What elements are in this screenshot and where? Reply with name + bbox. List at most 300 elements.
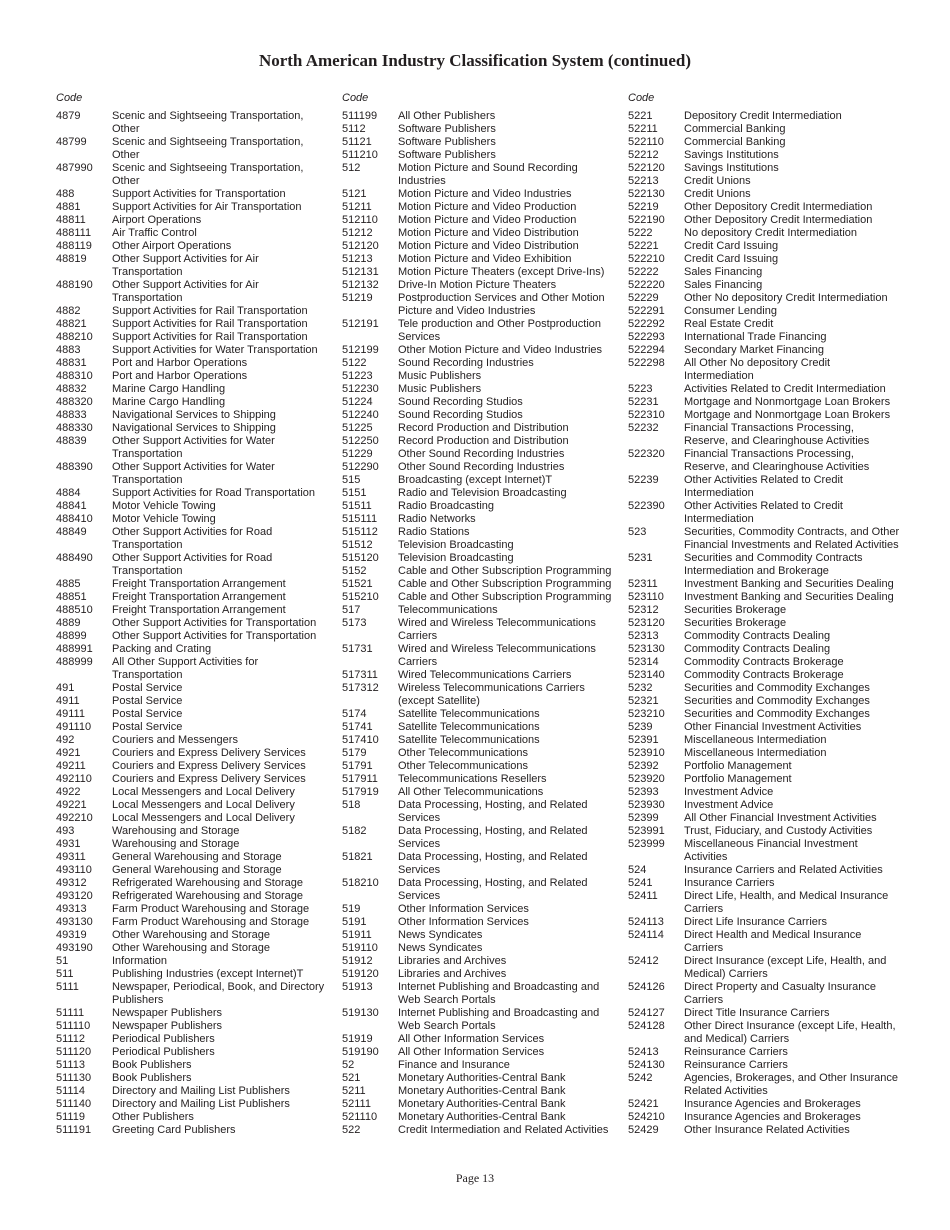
naics-entry [628, 604, 900, 617]
naics-code: 48832 [56, 383, 87, 395]
naics-entry [56, 318, 326, 331]
naics-code: 519190 [342, 1046, 379, 1058]
naics-description: Port and Harbor Operations [112, 370, 248, 382]
naics-code: 517919 [342, 786, 379, 798]
naics-code: 48819 [56, 253, 87, 265]
naics-code: 5122 [342, 357, 367, 369]
naics-code: 52111 [342, 1098, 371, 1110]
naics-entry [342, 110, 614, 123]
naics-description: Information [112, 955, 168, 967]
naics-entry [628, 1098, 900, 1111]
naics-description: Radio Networks [398, 513, 476, 525]
naics-code: 522210 [628, 253, 665, 265]
naics-entry [56, 188, 326, 201]
naics-code: 524126 [628, 981, 665, 993]
naics-code: 524127 [628, 1007, 665, 1019]
naics-code: 524114 [628, 929, 664, 941]
naics-entry [628, 448, 900, 474]
naics-description: Motor Vehicle Towing [112, 500, 216, 512]
naics-entry [56, 1124, 326, 1137]
naics-entry [56, 981, 326, 1007]
naics-code: 52239 [628, 474, 659, 486]
naics-description: Scenic and Sightseeing Transportation, Other [112, 110, 304, 135]
naics-description: Other Support Activities for Air Transportation [112, 253, 259, 278]
naics-description: Postal Service [112, 695, 183, 707]
naics-description: Investment Advice [684, 786, 774, 798]
naics-description: Couriers and Express Delivery Services [112, 760, 306, 772]
naics-description: Sound Recording Studios [398, 409, 523, 421]
naics-entry [628, 214, 900, 227]
naics-description: Refrigerated Warehousing and Storage [112, 890, 303, 902]
naics-entry [342, 370, 614, 383]
page-number: Page 13 [455, 1171, 495, 1185]
naics-code: 523130 [628, 643, 665, 655]
naics-code: 488330 [56, 422, 93, 434]
naics-code: 48831 [56, 357, 87, 369]
naics-entry [342, 1111, 614, 1124]
naics-description: Portfolio Management [684, 773, 792, 785]
naics-entry [342, 1046, 614, 1059]
naics-code: 51911 [342, 929, 372, 941]
naics-entry [628, 305, 900, 318]
naics-code: 522293 [628, 331, 665, 343]
naics-code: 515210 [342, 591, 379, 603]
naics-entry [342, 565, 614, 578]
naics-code: 488190 [56, 279, 93, 291]
naics-code: 4883 [56, 344, 81, 356]
naics-description: Direct Life Insurance Carriers [684, 916, 828, 928]
naics-description: Other Telecommunications [398, 747, 529, 759]
naics-code: 519120 [342, 968, 379, 980]
naics-description: All Other Information Services [398, 1046, 545, 1058]
naics-code: 488991 [56, 643, 93, 655]
naics-description: Cable and Other Subscription Programming [398, 565, 612, 577]
naics-entry [342, 162, 614, 188]
naics-code: 512240 [342, 409, 379, 421]
naics-code: 522120 [628, 162, 665, 174]
naics-code: 52219 [628, 201, 659, 213]
naics-entry [56, 955, 326, 968]
naics-description: Wired and Wireless Telecommunications Carriers [398, 617, 596, 642]
naics-description: Other Information Services [398, 916, 529, 928]
naics-code: 52421 [628, 1098, 659, 1110]
naics-entry [56, 786, 326, 799]
naics-description: Software Publishers [398, 136, 496, 148]
naics-description: Credit Unions [684, 175, 751, 187]
naics-entry [56, 1111, 326, 1124]
naics-entry [56, 1059, 326, 1072]
naics-code: 488410 [56, 513, 93, 525]
naics-code: 512230 [342, 383, 379, 395]
naics-entry [56, 695, 326, 708]
naics-code: 52321 [628, 695, 659, 707]
naics-code: 5112 [342, 123, 366, 135]
naics-entry [628, 786, 900, 799]
naics-code: 488111 [56, 227, 92, 239]
naics-code: 522130 [628, 188, 665, 200]
naics-entry [56, 656, 326, 682]
naics-description: Radio and Television Broadcasting [398, 487, 567, 499]
naics-code: 511110 [56, 1020, 91, 1032]
naics-description: Wired and Wireless Telecommunications Carriers [398, 643, 596, 668]
naics-description: Sales Financing [684, 266, 763, 278]
naics-description: Insurance Carriers and Related Activities [684, 864, 883, 876]
naics-entry [342, 734, 614, 747]
naics-code: 5222 [628, 227, 653, 239]
naics-entry [342, 604, 614, 617]
naics-code: 5182 [342, 825, 367, 837]
naics-description: Motion Picture and Video Distribution [398, 227, 579, 239]
naics-code: 5151 [342, 487, 367, 499]
naics-description: Wired Telecommunications Carriers [398, 669, 572, 681]
naics-description: Other Support Activities for Air Transportation [112, 279, 259, 304]
naics-description: Other Support Activities for Water Transportation [112, 435, 275, 460]
naics-entry [342, 981, 614, 1007]
naics-code: 515120 [342, 552, 379, 564]
naics-code: 52411 [628, 890, 658, 902]
naics-entry [56, 552, 326, 578]
column-2 [342, 92, 614, 1137]
naics-entry [628, 890, 900, 916]
naics-code: 523920 [628, 773, 665, 785]
naics-entry [628, 110, 900, 123]
naics-description: Couriers and Express Delivery Services [112, 747, 306, 759]
naics-code: 51121 [342, 136, 372, 148]
naics-code: 523930 [628, 799, 665, 811]
naics-code: 517311 [342, 669, 378, 681]
naics-description: Other Support Activities for Transportation [112, 630, 317, 642]
naics-entry [56, 747, 326, 760]
naics-code: 517312 [342, 682, 379, 694]
naics-code: 49313 [56, 903, 87, 915]
naics-code: 5173 [342, 617, 367, 629]
naics-description: Investment Banking and Securities Dealing [684, 578, 894, 590]
naics-entry [628, 669, 900, 682]
naics-entry [56, 487, 326, 500]
naics-code: 492110 [56, 773, 92, 785]
naics-code: 522298 [628, 357, 665, 369]
naics-entry [342, 487, 614, 500]
naics-entry [56, 500, 326, 513]
naics-code: 52413 [628, 1046, 659, 1058]
naics-description: Wireless Telecommunications Carriers (except Satellite) [398, 682, 585, 707]
naics-entry [342, 461, 614, 474]
naics-code: 492210 [56, 812, 93, 824]
naics-entry [628, 149, 900, 162]
naics-entry [342, 747, 614, 760]
naics-entry [628, 500, 900, 526]
naics-description: Insurance Agencies and Brokerages [684, 1098, 861, 1110]
naics-description: Commodity Contracts Brokerage [684, 656, 844, 668]
naics-entry [342, 916, 614, 929]
naics-entry [342, 799, 614, 825]
naics-code: 511140 [56, 1098, 92, 1110]
naics-entry [628, 799, 900, 812]
naics-code: 51213 [342, 253, 373, 265]
naics-description: Libraries and Archives [398, 955, 507, 967]
naics-entry [56, 812, 326, 825]
naics-entry [56, 461, 326, 487]
naics-code: 51211 [342, 201, 372, 213]
naics-code: 5231 [628, 552, 653, 564]
naics-code: 522291 [628, 305, 665, 317]
naics-entry [342, 448, 614, 461]
naics-entry [56, 201, 326, 214]
naics-code: 523140 [628, 669, 665, 681]
naics-entry [56, 1033, 326, 1046]
naics-description: Monetary Authorities-Central Bank [398, 1111, 566, 1123]
naics-code: 524128 [628, 1020, 665, 1032]
naics-code: 519110 [342, 942, 378, 954]
naics-code: 512120 [342, 240, 379, 252]
naics-description: Greeting Card Publishers [112, 1124, 236, 1136]
naics-entry [342, 188, 614, 201]
naics-description: Marine Cargo Handling [112, 396, 226, 408]
naics-entry [56, 1020, 326, 1033]
naics-description: News Syndicates [398, 929, 483, 941]
naics-code: 511120 [56, 1046, 92, 1058]
naics-entry [342, 955, 614, 968]
column-1 [56, 92, 326, 1137]
naics-description: Other Information Services [398, 903, 529, 915]
naics-description: Postal Service [112, 721, 183, 733]
naics-code: 515112 [342, 526, 378, 538]
naics-description: Radio Broadcasting [398, 500, 495, 512]
naics-code: 512 [342, 162, 361, 174]
naics-description: Other Airport Operations [112, 240, 232, 252]
naics-entry [56, 1085, 326, 1098]
naics-entry [342, 409, 614, 422]
naics-code: 51113 [56, 1059, 85, 1071]
naics-description: Motion Picture and Video Industries [398, 188, 572, 200]
naics-entry [342, 474, 614, 487]
naics-code: 51119 [56, 1111, 85, 1123]
naics-description: Reinsurance Carriers [684, 1046, 788, 1058]
naics-description: Directory and Mailing List Publishers [112, 1098, 290, 1110]
naics-description: Trust, Fiduciary, and Custody Activities [684, 825, 873, 837]
naics-description: Direct Title Insurance Carriers [684, 1007, 830, 1019]
naics-code: 5232 [628, 682, 653, 694]
naics-entry [342, 344, 614, 357]
naics-code: 51512 [342, 539, 373, 551]
naics-description: Airport Operations [112, 214, 202, 226]
naics-code: 48849 [56, 526, 87, 538]
naics-code: 52221 [628, 240, 659, 252]
naics-entry [342, 669, 614, 682]
naics-code: 512132 [342, 279, 379, 291]
entry-list [342, 110, 614, 1137]
naics-entry [628, 864, 900, 877]
naics-description: Securities Brokerage [684, 617, 787, 629]
naics-entry [56, 721, 326, 734]
naics-description: Other Motion Picture and Video Industries [398, 344, 603, 356]
naics-description: Investment Banking and Securities Dealing [684, 591, 894, 603]
naics-entry [342, 786, 614, 799]
naics-code: 521110 [342, 1111, 378, 1123]
naics-entry [628, 955, 900, 981]
naics-code: 51111 [56, 1007, 85, 1019]
naics-entry [628, 591, 900, 604]
naics-description: Other Support Activities for Road Transportation [112, 552, 273, 577]
naics-description: Cable and Other Subscription Programming [398, 578, 612, 590]
naics-code: 52429 [628, 1124, 659, 1136]
naics-entry [56, 214, 326, 227]
naics-code: 49312 [56, 877, 87, 889]
naics-entry [628, 708, 900, 721]
naics-description: Television Broadcasting [398, 539, 514, 551]
naics-description: Warehousing and Storage [112, 838, 240, 850]
naics-entry [342, 500, 614, 513]
naics-code: 524210 [628, 1111, 665, 1123]
naics-code: 493 [56, 825, 75, 837]
naics-entry [342, 851, 614, 877]
naics-code: 524113 [628, 916, 664, 928]
naics-entry [56, 682, 326, 695]
naics-code: 4884 [56, 487, 81, 499]
naics-code: 51 [56, 955, 69, 967]
naics-entry [628, 643, 900, 656]
naics-description: Freight Transportation Arrangement [112, 604, 286, 616]
naics-description: Record Production and Distribution [398, 435, 569, 447]
naics-entry [628, 253, 900, 266]
naics-entry [56, 708, 326, 721]
naics-code: 523991 [628, 825, 665, 837]
naics-entry [342, 942, 614, 955]
naics-entry [628, 721, 900, 734]
naics-code: 52392 [628, 760, 659, 772]
naics-code: 51229 [342, 448, 373, 460]
naics-entry [56, 513, 326, 526]
naics-entry [56, 942, 326, 955]
naics-description: Direct Life, Health, and Medical Insurance Carriers [684, 890, 889, 915]
naics-description: Credit Unions [684, 188, 751, 200]
naics-code: 492 [56, 734, 75, 746]
naics-description: Local Messengers and Local Delivery [112, 799, 295, 811]
naics-description: Data Processing, Hosting, and Related Services [398, 799, 588, 824]
naics-description: Satellite Telecommunications [398, 708, 540, 720]
naics-description: Other Activities Related to Credit Intermediation [684, 474, 843, 499]
naics-entry [628, 344, 900, 357]
naics-description: Drive-In Motion Picture Theaters [398, 279, 557, 291]
naics-description: Other No depository Credit Intermediation [684, 292, 888, 304]
naics-entry [56, 162, 326, 188]
naics-code: 48851 [56, 591, 87, 603]
naics-entry [56, 903, 326, 916]
naics-entry [628, 201, 900, 214]
naics-code: 51741 [342, 721, 373, 733]
naics-entry [342, 214, 614, 227]
naics-entry [56, 383, 326, 396]
naics-code: 5221 [628, 110, 653, 122]
naics-entry [628, 617, 900, 630]
naics-description: Financial Transactions Processing, Reserve, and Clearinghouse Activities [684, 448, 870, 473]
naics-code: 4879 [56, 110, 81, 122]
naics-description: Music Publishers [398, 370, 482, 382]
naics-code: 5152 [342, 565, 367, 577]
naics-code: 518210 [342, 877, 379, 889]
naics-description: Direct Property and Casualty Insurance Carriers [684, 981, 876, 1006]
naics-description: Record Production and Distribution [398, 422, 569, 434]
naics-code: 51912 [342, 955, 373, 967]
naics-entry [56, 929, 326, 942]
naics-entry [56, 136, 326, 162]
naics-description: Radio Stations [398, 526, 470, 538]
naics-code: 515111 [342, 513, 378, 525]
naics-code: 4921 [56, 747, 81, 759]
naics-code: 511130 [56, 1072, 92, 1084]
naics-code: 52412 [628, 955, 659, 967]
naics-entry [342, 877, 614, 903]
naics-code: 52211 [628, 123, 658, 135]
naics-code: 488320 [56, 396, 93, 408]
naics-entry [342, 1098, 614, 1111]
naics-code: 51219 [342, 292, 373, 304]
naics-code: 522110 [628, 136, 664, 148]
naics-code: 51223 [342, 370, 373, 382]
naics-entry [628, 162, 900, 175]
naics-entry [342, 539, 614, 552]
naics-entry [342, 721, 614, 734]
naics-code: 52311 [628, 578, 658, 590]
naics-entry [56, 773, 326, 786]
naics-description: Libraries and Archives [398, 968, 507, 980]
naics-entry [56, 1046, 326, 1059]
naics-description: Couriers and Messengers [112, 734, 238, 746]
naics-entry [56, 409, 326, 422]
naics-code: 517911 [342, 773, 378, 785]
naics-code: 48811 [56, 214, 86, 226]
naics-description: Telecommunications Resellers [398, 773, 547, 785]
naics-code: 5223 [628, 383, 653, 395]
naics-entry [342, 643, 614, 669]
naics-code: 51821 [342, 851, 373, 863]
naics-code: 48799 [56, 136, 87, 148]
naics-description: Other Publishers [112, 1111, 194, 1123]
naics-entry [342, 578, 614, 591]
naics-code: 523210 [628, 708, 665, 720]
naics-code: 488119 [56, 240, 92, 252]
naics-description: Publishing Industries (except Internet)T [112, 968, 304, 980]
naics-code: 518 [342, 799, 361, 811]
naics-entry [56, 435, 326, 461]
naics-code: 493120 [56, 890, 93, 902]
naics-description: Credit Card Issuing [684, 240, 779, 252]
naics-code: 519 [342, 903, 361, 915]
column-3 [628, 92, 900, 1137]
naics-entry [56, 916, 326, 929]
naics-code: 488510 [56, 604, 93, 616]
naics-code: 5242 [628, 1072, 653, 1084]
naics-description: Credit Intermediation and Related Activities [398, 1124, 609, 1136]
naics-entry [628, 773, 900, 786]
naics-description: Savings Institutions [684, 149, 779, 161]
naics-code: 4931 [56, 838, 81, 850]
naics-description: Postproduction Services and Other Motion Picture and Video Industries [398, 292, 605, 317]
naics-code: 4889 [56, 617, 81, 629]
naics-description: Miscellaneous Intermediation [684, 747, 827, 759]
naics-description: Reinsurance Carriers [684, 1059, 788, 1071]
naics-code: 522292 [628, 318, 665, 330]
naics-code: 511 [56, 968, 74, 980]
naics-description: Other Telecommunications [398, 760, 529, 772]
naics-code: 5174 [342, 708, 367, 720]
naics-code: 523 [628, 526, 647, 538]
naics-code: 512290 [342, 461, 379, 473]
naics-entry [56, 370, 326, 383]
naics-entry [628, 396, 900, 409]
naics-code: 521 [342, 1072, 361, 1084]
naics-code: 52314 [628, 656, 659, 668]
